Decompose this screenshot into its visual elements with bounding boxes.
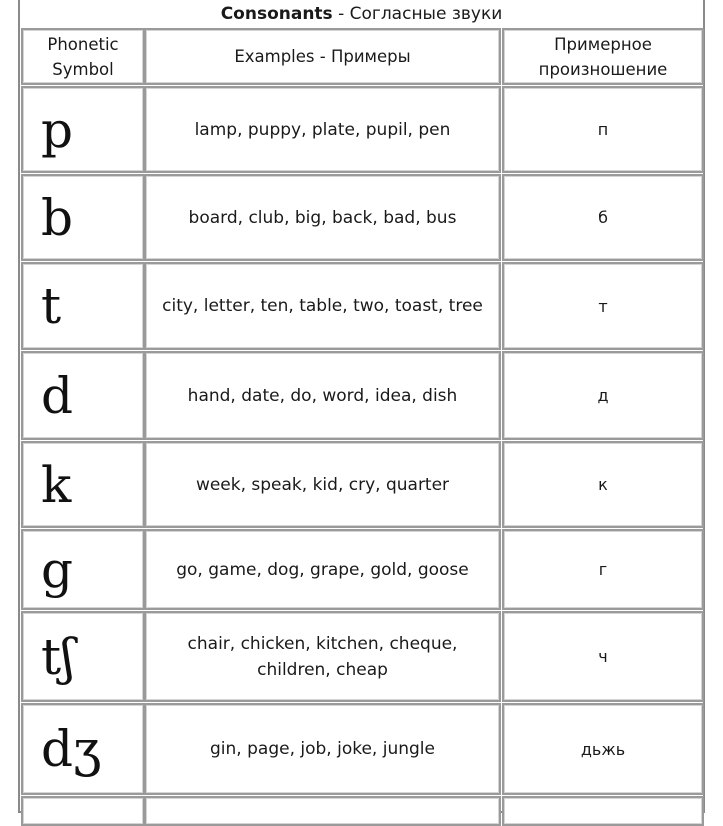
- examples-cell: gin, page, job, joke, jungle: [144, 703, 501, 795]
- pronunciation-cell: г: [502, 529, 704, 610]
- phonetic-symbol-cell: d: [21, 351, 145, 440]
- pronunciation-cell: д: [502, 351, 704, 440]
- pronunciation-cell: ч: [502, 611, 704, 702]
- phonetic-symbol-cell: g: [21, 529, 145, 610]
- next-row-examples-cell: [144, 796, 501, 826]
- header-pronunciation: Примерное произношение: [502, 28, 704, 85]
- title-bold: Consonants: [220, 4, 333, 24]
- phonetic-symbol-cell: p: [21, 86, 145, 173]
- title-rest: - Согласные звуки: [332, 4, 503, 24]
- phonetic-symbol-cell: b: [21, 174, 145, 261]
- table-title: [20, 0, 703, 26]
- phonetic-symbol-cell: dʒ: [21, 703, 145, 795]
- next-row-pronunciation-cell: [502, 796, 704, 826]
- next-row-symbol-cell: [21, 796, 145, 826]
- examples-cell: lamp, puppy, plate, pupil, pen: [144, 86, 501, 173]
- examples-cell: city, letter, ten, table, two, toast, tree: [144, 262, 501, 350]
- examples-cell: chair, chicken, kitchen, cheque, children, cheap: [144, 611, 501, 702]
- examples-cell: board, club, big, back, bad, bus: [144, 174, 501, 261]
- pronunciation-cell: к: [502, 441, 704, 528]
- phonetic-symbol-cell: t: [21, 262, 145, 350]
- pronunciation-cell: б: [502, 174, 704, 261]
- examples-cell: go, game, dog, grape, gold, goose: [144, 529, 501, 610]
- header-symbol: Phonetic Symbol: [21, 28, 145, 85]
- pronunciation-cell: п: [502, 86, 704, 173]
- phonetic-symbol-cell: k: [21, 441, 145, 528]
- examples-cell: week, speak, kid, cry, quarter: [144, 441, 501, 528]
- pronunciation-cell: дьжь: [502, 703, 704, 795]
- examples-cell: hand, date, do, word, idea, dish: [144, 351, 501, 440]
- consonants-table: [18, 0, 705, 813]
- header-examples: Examples - Примеры: [144, 28, 501, 85]
- phonetic-symbol-cell: tʃ: [21, 611, 145, 702]
- pronunciation-cell: т: [502, 262, 704, 350]
